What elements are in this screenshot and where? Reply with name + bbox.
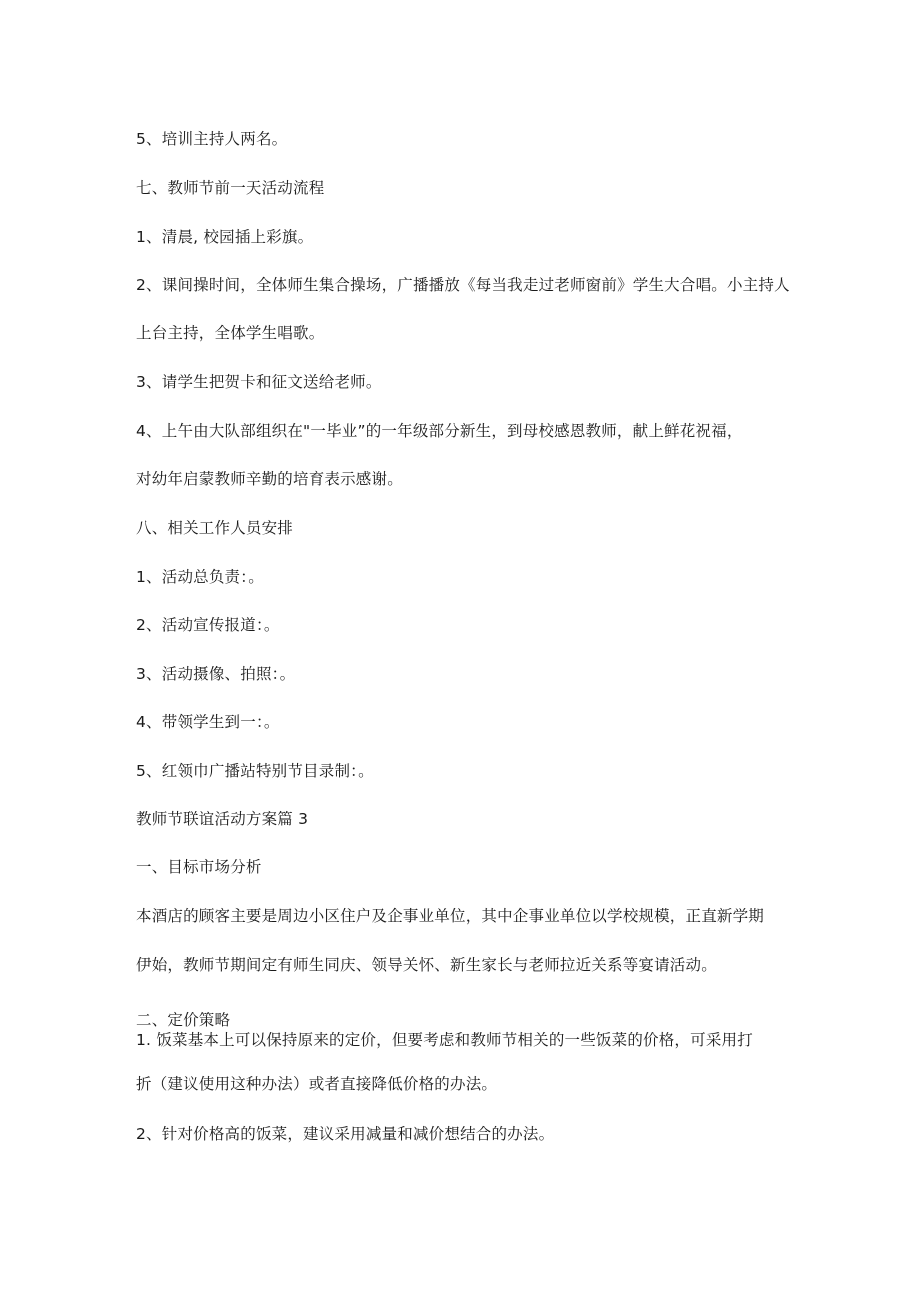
- heading-section-7: 七、教师节前一天活动流程: [136, 179, 325, 197]
- heading-section-8: 八、相关工作人员安排: [136, 519, 294, 537]
- text-line-thanks: 对幼年启蒙教师辛勤的培育表示感谢。: [136, 470, 403, 488]
- heading-market-analysis: 一、目标市场分析: [136, 858, 262, 876]
- text-line-flags: 1、清晨, 校园插上彩旗。: [136, 228, 314, 246]
- heading-pricing-strategy: 二、定价策略: [136, 1011, 231, 1029]
- text-line-staff-3: 3、活动摄像、拍照：。: [136, 665, 296, 683]
- text-line-training-hosts: 5、培训主持人两名。: [136, 130, 288, 148]
- text-line-assembly: 2、课间操时间，全体师生集合操场，广播播放《每当我走过老师窗前》学生大合唱。小主持人: [136, 276, 790, 294]
- text-line-staff-4: 4、带领学生到一：。: [136, 713, 280, 731]
- text-line-pricing-1: 1. 饭菜基本上可以保持原来的定价，但要考虑和教师节相关的一些饭菜的价格，可采用打: [136, 1031, 753, 1049]
- text-line-pricing-2: 2、针对价格高的饭菜，建议采用减量和减价想结合的办法。: [136, 1125, 555, 1143]
- text-line-assembly-cont: 上台主持，全体学生唱歌。: [136, 324, 325, 342]
- document-subtitle: 教师节联谊活动方案篇 3: [136, 810, 309, 828]
- text-line-customers: 本酒店的顾客主要是周边小区住户及企事业单位，其中企事业单位以学校规模，正直新学期: [136, 907, 765, 925]
- text-line-new-students: 4、上午由大队部组织在"一毕业”的一年级部分新生，到母校感恩教师，献上鲜花祝福，: [136, 422, 743, 440]
- text-line-cards: 3、请学生把贺卡和征文送给老师。: [136, 373, 382, 391]
- text-line-staff-1: 1、活动总负责：。: [136, 568, 264, 586]
- text-line-staff-2: 2、活动宣传报道：。: [136, 616, 280, 634]
- text-line-customers-cont: 伊始，教师节期间定有师生同庆、领导关怀、新生家长与老师拉近关系等宴请活动。: [136, 956, 717, 974]
- text-line-staff-5: 5、红领巾广播站特别节目录制：。: [136, 762, 374, 780]
- text-line-pricing-1-cont: 折（建议使用这种办法）或者直接降低价格的办法。: [136, 1075, 498, 1093]
